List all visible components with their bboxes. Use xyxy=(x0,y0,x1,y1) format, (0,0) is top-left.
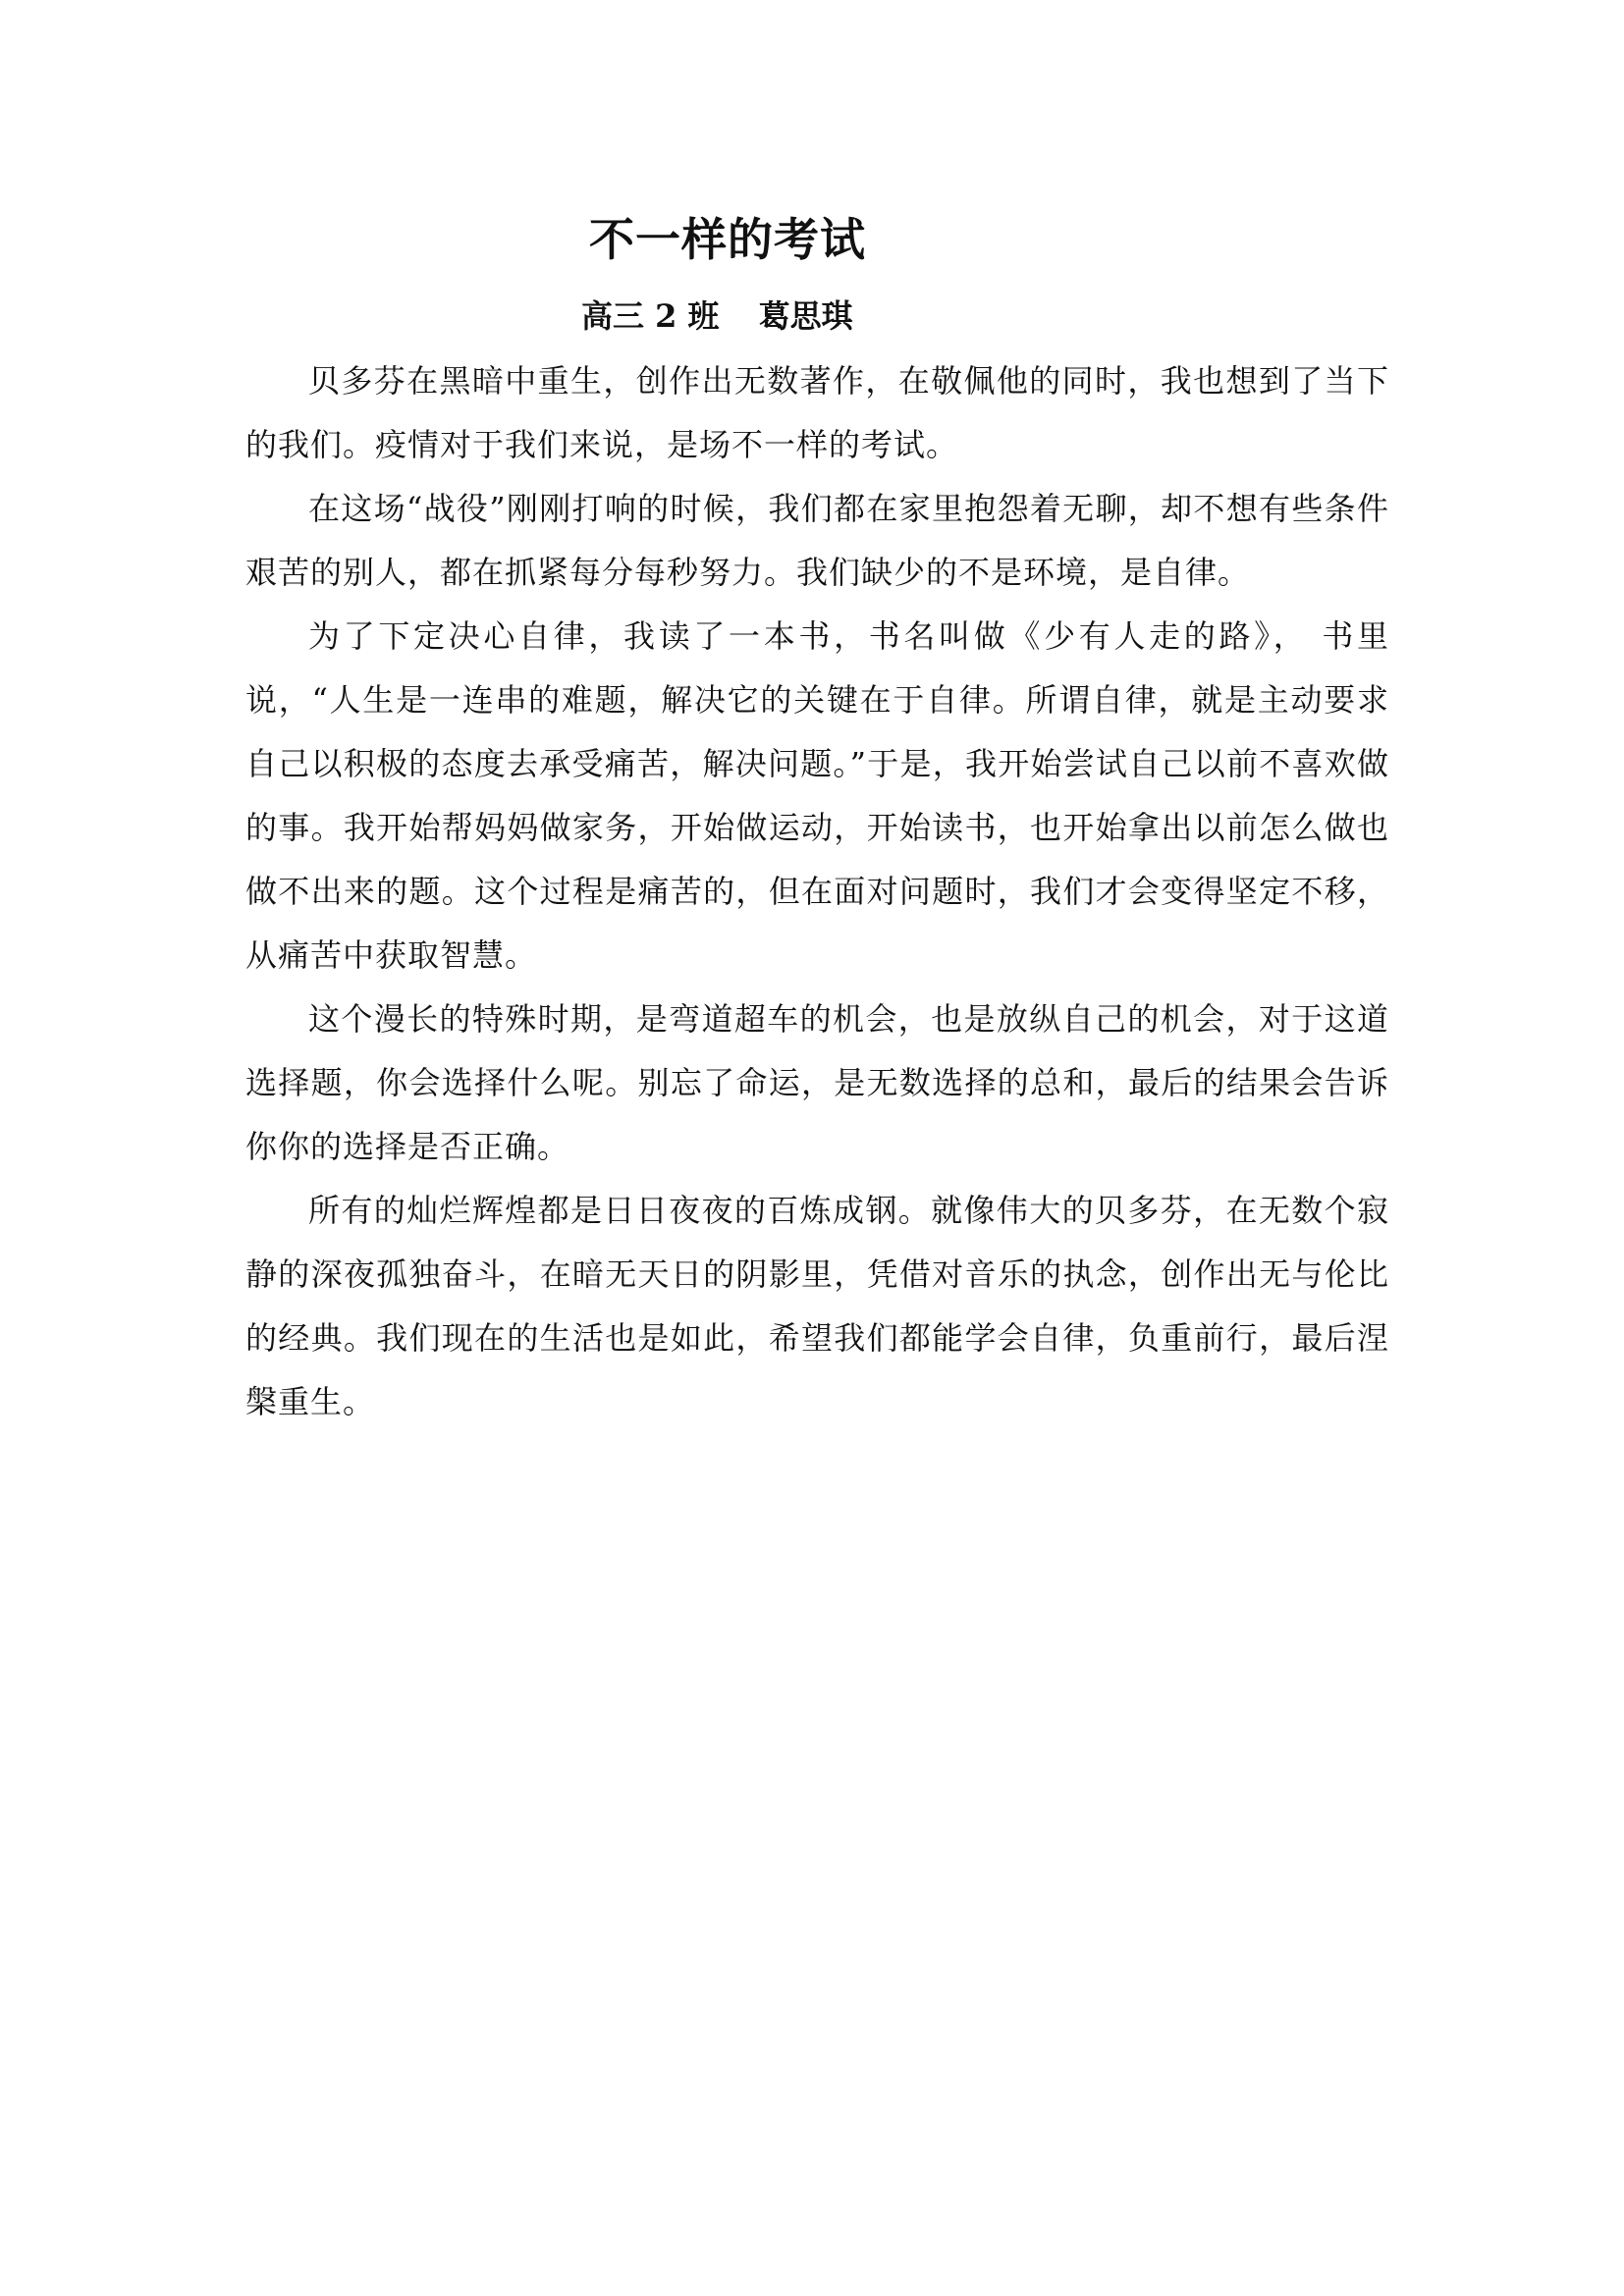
paragraph-3: 为了下定决心自律，我读了一本书，书名叫做《少有人走的路》， 书里说，“人生是一连串的难题，解决它的关键在于自律。所谓自律，就是主动要求自己以积极的态度去承受痛苦，解决问题。”于是，我开始尝试自己以前不喜欢做的事。我开始帮妈妈做家务，开始做运动，开始读书，也开始拿出以前怎么做也做不出来的题。这个过程是痛苦的，但在面对问题时，我们才会变得坚定不移，从痛苦中获取智慧。 xyxy=(245,617,1389,974)
byline xyxy=(581,293,853,340)
essay-title: 不一样的考试 xyxy=(589,213,866,266)
paragraph-1: 贝多芬在黑暗中重生，创作出无数著作，在敬佩他的同时，我也想到了当下的我们。疫情对于我们来说，是场不一样的考试。 xyxy=(245,362,1389,463)
paragraph-2: 在这场“战役”刚刚打响的时候，我们都在家里抱怨着无聊，却不想有些条件艰苦的别人，都在抓紧每分每秒努力。我们缺少的不是环境，是自律。 xyxy=(245,490,1389,591)
class-name: 高三 2 班 xyxy=(581,297,720,335)
essay-body xyxy=(245,349,1389,1434)
author-name: 葛思琪 xyxy=(758,297,853,335)
paragraph-4: 这个漫长的特殊时期，是弯道超车的机会，也是放纵自己的机会，对于这道选择题，你会选择什么呢。别忘了命运，是无数选择的总和，最后的结果会告诉你你的选择是否正确。 xyxy=(245,1000,1389,1165)
paragraph-5: 所有的灿烂辉煌都是日日夜夜的百炼成钢。就像伟大的贝多芬，在无数个寂静的深夜孤独奋斗，在暗无天日的阴影里，凭借对音乐的执念，创作出无与伦比的经典。我们现在的生活也是如此，希望我们都能学会自律，负重前行，最后涅槃重生。 xyxy=(245,1192,1389,1420)
